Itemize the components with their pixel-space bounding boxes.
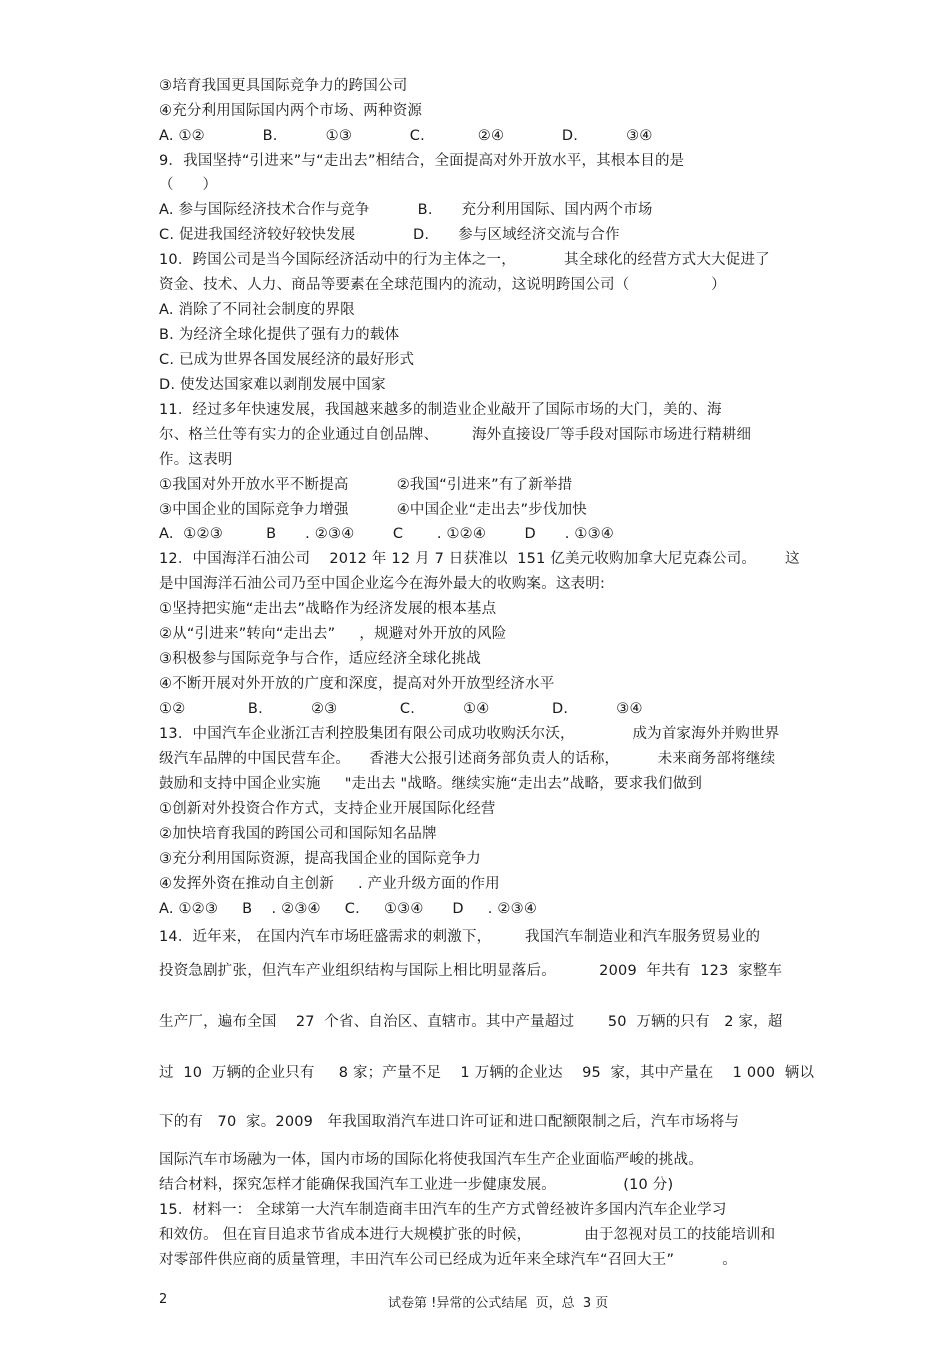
text-line: ①创新对外投资合作方式，支持企业开展国际化经营 (159, 801, 496, 817)
text-line: ①我国对外开放水平不断提高 ②我国“引进来”有了新举措 (159, 477, 573, 493)
answer-option: D. 使发达国家难以剥削发展中国家 (159, 377, 386, 393)
text-line: ③充分利用国际资源，提高我国企业的国际竞争力 (159, 851, 481, 867)
text-line: ④不断开展对外开放的广度和深度，提高对外开放型经济水平 (159, 676, 555, 692)
text-line: ③培育我国更具国际竞争力的跨国公司 (159, 78, 408, 94)
answer-options: A. ①②③ B . ②③④ C . ①②④ D . ①③④ (159, 526, 614, 542)
answer-option: A. 消除了不同社会制度的界限 (159, 302, 355, 318)
text-line: ②从“引进来”转向“走出去” ，规避对外开放的风险 (159, 626, 507, 642)
text-line: （ ） (159, 177, 218, 193)
text-line: ③积极参与国际竞争与合作，适应经济全球化挑战 (159, 651, 481, 667)
text-line: 国际汽车市场融为一体，国内市场的国际化将使我国汽车生产企业面临严峻的挑战。 (159, 1152, 703, 1168)
text-line: 作。这表明 (159, 452, 233, 468)
text-line: 是中国海洋石油公司乃至中国企业迄今在海外最大的收购案。这表明: (159, 576, 606, 592)
text-line: 结合材料，探究怎样才能确保我国汽车工业进一步健康发展。 (10 分) (159, 1177, 674, 1193)
question-10: 10．跨国公司是当今国际经济活动中的行为主体之一， 其全球化的经营方式大大促进了 (159, 252, 770, 268)
question-12: 12．中国海洋石油公司 2012 年 12 月 7 日获准以 151 亿美元收购加拿大尼克森公司。 这 (159, 551, 800, 567)
answer-options: ①② B. ②③ C. ①④ D. ③④ (159, 701, 643, 717)
text-line: 和效仿。 但在盲目追求节省成本进行大规模扩张的时候， 由于忽视对员工的技能培训和 (159, 1227, 776, 1243)
answer-option: B. 为经济全球化提供了强有力的载体 (159, 327, 400, 343)
page-footer: 试卷第 !异常的公式结尾 页，总 3 页 (388, 1296, 609, 1311)
text-line: 生产厂，遍布全国 27 个省、自治区、直辖市。其中产量超过 50 万辆的只有 2 家，超 (159, 1014, 783, 1030)
question-14: 14．近年来， 在国内汽车市场旺盛需求的刺激下， 我国汽车制造业和汽车服务贸易业的 (159, 929, 761, 945)
text-line: ④充分利用国际国内两个市场、两种资源 (159, 103, 423, 119)
text-line: 下的有 70 家。2009 年我国取消汽车进口许可证和进口配额限制之后，汽车市场将与 (159, 1114, 740, 1130)
question-11: 11．经过多年快速发展，我国越来越多的制造业企业敲开了国际市场的大门，美的、海 (159, 402, 722, 418)
text-line: ③中国企业的国际竞争力增强 ④中国企业“走出去”步伐加快 (159, 502, 588, 518)
answer-options: A. ①② B. ①③ C. ②④ D. ③④ (159, 128, 653, 144)
text-line: 资金、技术、人力、商品等要素在全球范围内的流动，这说明跨国公司（ ） (159, 277, 726, 293)
answer-options: A. 参与国际经济技术合作与竞争 B. 充分利用国际、国内两个市场 (159, 202, 653, 218)
page-number: 2 (159, 1292, 168, 1307)
text-line: ①坚持把实施“走出去”战略作为经济发展的根本基点 (159, 601, 497, 617)
text-line: ④发挥外资在推动自主创新 . 产业升级方面的作用 (159, 876, 500, 892)
answer-options: C. 促进我国经济较好较快发展 D. 参与区域经济交流与合作 (159, 227, 620, 243)
answer-options: A. ①②③ B . ②③④ C. ①③④ D . ②③④ (159, 901, 538, 917)
text-line: 对零部件供应商的质量管理，丰田汽车公司已经成为近年来全球汽车“召回大王” 。 (159, 1252, 738, 1268)
text-line: ②加快培育我国的跨国公司和国际知名品牌 (159, 826, 437, 842)
question-13: 13．中国汽车企业浙江吉利控股集团有限公司成功收购沃尔沃， 成为首家海外并购世界 (159, 726, 780, 742)
question-15: 15．材料一： 全球第一大汽车制造商丰田汽车的生产方式曾经被许多国内汽车企业学习 (159, 1202, 727, 1218)
text-line: 鼓励和支持中国企业实施 "走出去 "战略。继续实施“走出去”战略，要求我们做到 (159, 776, 703, 792)
text-line: 投资急剧扩张，但汽车产业组织结构与国际上相比明显落后。 2009 年共有 123 家整车 (159, 963, 783, 979)
text-line: 尔、格兰仕等有实力的企业通过自创品牌、 海外直接设厂等手段对国际市场进行精耕细 (159, 427, 752, 443)
question-9: 9．我国坚持“引进来”与“走出去”相结合，全面提高对外开放水平，其根本目的是 (159, 153, 685, 169)
answer-option: C. 已成为世界各国发展经济的最好形式 (159, 352, 415, 368)
text-line: 过 10 万辆的企业只有 8 家；产量不足 1 万辆的企业达 95 家，其中产量在 1 000 辆以 (159, 1065, 815, 1081)
text-line: 级汽车品牌的中国民营车企。 香港大公报引述商务部负责人的话称， 未来商务部将继续 (159, 751, 776, 767)
